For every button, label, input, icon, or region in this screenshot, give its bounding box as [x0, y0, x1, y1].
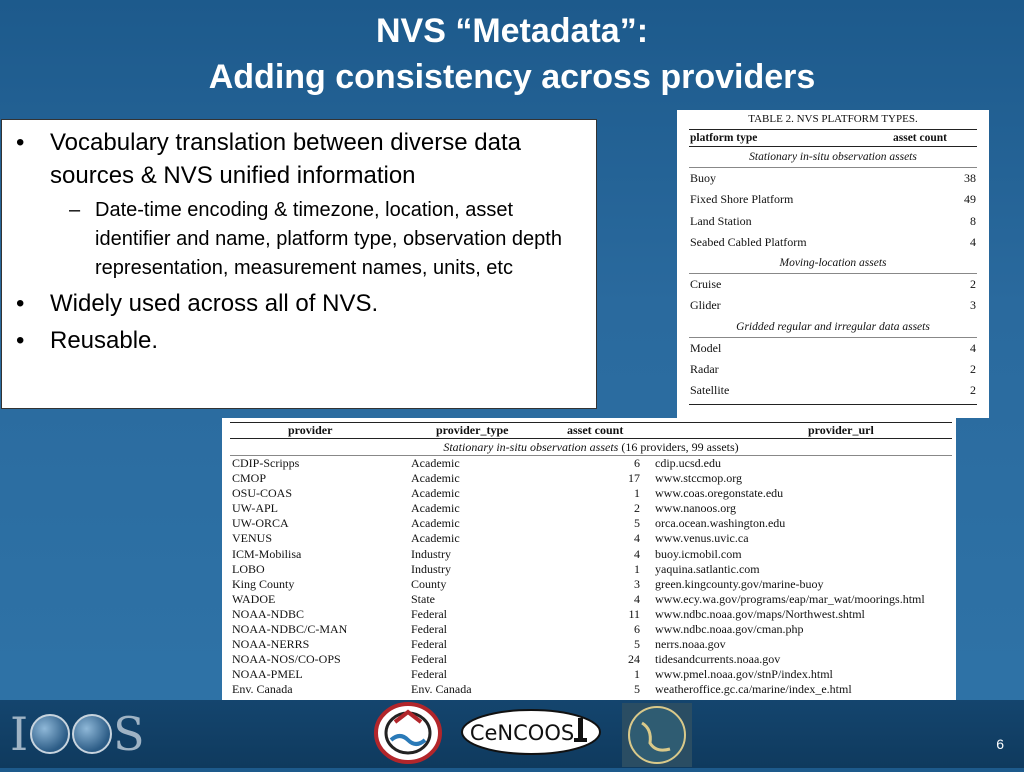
asset-count-cell: 4 [970, 340, 976, 355]
ioos-letter-i: I [10, 707, 30, 761]
sub-bullet-text: Date-time encoding & timezone, location, asset identifier and name, platform type, observation depth representation, measurement names, units, etc [95, 199, 562, 279]
table-row [689, 380, 977, 401]
provider-cell: CMOP [232, 471, 267, 486]
provider-type-cell: Academic [411, 501, 460, 516]
table-caption: TABLE 2. NVS PLATFORM TYPES. [748, 113, 918, 125]
table-row [230, 622, 952, 637]
table-row [230, 652, 952, 667]
slide-title [0, 8, 1024, 100]
platform-type-cell: Buoy [690, 171, 717, 185]
platform-type-cell: Model [690, 340, 722, 355]
table-group-heading [230, 439, 952, 456]
ioos-logo [10, 708, 146, 760]
provider-url-cell: green.kingcounty.gov/marine-buoy [655, 576, 824, 591]
provider-cell: UW-APL [232, 501, 278, 516]
group-note: (16 providers, 99 assets) [621, 440, 739, 454]
provider-url-cell: www.pmel.noaa.gov/stnP/index.html [655, 667, 833, 682]
provider-cell: WADOE [232, 591, 276, 606]
table-header [689, 129, 977, 147]
nanoos-logo [373, 702, 443, 764]
table-group-heading: Stationary in-situ observation assets [689, 147, 977, 168]
table-group-heading: Moving-location assets [689, 253, 977, 274]
platform-types-table [677, 110, 989, 418]
provider-type-cell: Academic [411, 471, 460, 486]
asset-count-cell: 4 [970, 234, 976, 249]
asset-count-cell: 1 [634, 667, 640, 682]
provider-type-cell: Federal [411, 652, 447, 667]
table-row [230, 501, 952, 516]
table-row [230, 516, 952, 531]
table-row [689, 168, 977, 189]
asset-count-cell: 6 [634, 622, 640, 637]
cencoos-label: CeNCOOS [469, 721, 575, 745]
provider-url-cell: nerrs.noaa.gov [655, 637, 726, 652]
asset-count-cell: 24 [628, 652, 640, 667]
bullet-text: Reusable. [50, 327, 159, 354]
platform-type-cell: Glider [690, 298, 721, 313]
provider-type-cell: County [411, 576, 447, 591]
providers-table [222, 418, 956, 700]
asset-count-cell: 8 [970, 213, 976, 228]
provider-url-cell: www.ndbc.noaa.gov/maps/Northwest.shtml [655, 606, 865, 621]
asset-count-cell: 4 [634, 591, 640, 606]
asset-count-cell: 3 [970, 298, 976, 313]
table-group-heading: Gridded regular and irregular data assets [689, 317, 977, 338]
asset-count-cell: 49 [964, 192, 976, 207]
provider-url-cell: buoy.icmobil.com [655, 546, 742, 561]
platform-type-cell: Seabed Cabled Platform [690, 234, 807, 249]
provider-cell: CDIP-Scripps [232, 456, 300, 470]
provider-cell: NOAA-NDBC/C-MAN [232, 622, 348, 637]
provider-type-cell: Federal [411, 637, 447, 652]
bullet-text: Widely used across all of NVS. [50, 290, 379, 317]
platform-type-cell: Radar [690, 362, 719, 377]
provider-url-cell: www.ndbc.noaa.gov/cman.php [655, 622, 804, 637]
provider-url-cell: www.venus.uvic.ca [655, 531, 749, 546]
asset-count-cell: 38 [964, 171, 976, 185]
table-row [230, 577, 952, 592]
provider-url-cell: cdip.ucsd.edu [655, 456, 721, 470]
header-platform-type: platform type [690, 132, 758, 144]
provider-url-cell: yaquina.satlantic.com [655, 561, 760, 576]
sccoos-logo [622, 703, 692, 767]
table-row [230, 471, 952, 486]
title-line-1: NVS “Metadata”: [375, 12, 649, 50]
bullet-dot: • [16, 129, 25, 156]
bullet-text: Vocabulary translation between diverse data sources & NVS unified information [50, 129, 521, 189]
header-provider-type: provider_type [436, 423, 509, 437]
provider-cell: ICM-Mobilisa [232, 546, 302, 561]
provider-cell: King County [232, 576, 295, 591]
sub-bullet-item [2, 196, 592, 283]
provider-cell: VENUS [232, 531, 273, 546]
asset-count-cell: 4 [634, 531, 640, 546]
table-row [230, 547, 952, 562]
sub-bullet-dash: – [69, 199, 81, 221]
provider-cell: NOAA-NERRS [232, 637, 310, 652]
provider-cell: LOBO [232, 561, 265, 576]
provider-type-cell: Federal [411, 622, 447, 637]
cencoos-logo [460, 708, 602, 756]
provider-cell: Env. Canada [232, 682, 293, 697]
asset-count-cell: 1 [634, 486, 640, 501]
table-row [230, 456, 952, 471]
table-row [689, 338, 977, 359]
table-row [230, 531, 952, 546]
provider-type-cell: Academic [411, 516, 460, 531]
table-row [689, 274, 977, 295]
asset-count-cell: 2 [970, 277, 976, 292]
provider-cell: NOAA-PMEL [232, 667, 303, 682]
bullet-item [2, 126, 592, 192]
asset-count-cell: 6 [634, 456, 640, 470]
bullet-box [1, 119, 597, 409]
table-row [230, 637, 952, 652]
provider-type-cell: Industry [411, 546, 451, 561]
provider-url-cell: www.nanoos.org [655, 501, 736, 516]
asset-count-cell: 5 [634, 637, 640, 652]
table-row [230, 562, 952, 577]
provider-url-cell: orca.ocean.washington.edu [655, 516, 786, 531]
asset-count-cell: 3 [634, 576, 640, 591]
group-label: Stationary in-situ observation assets [443, 440, 619, 454]
table-header [230, 422, 952, 439]
table-body [689, 147, 977, 402]
provider-type-cell: Federal [411, 606, 447, 621]
asset-count-cell: 17 [628, 471, 640, 486]
provider-url-cell: tidesandcurrents.noaa.gov [655, 652, 781, 667]
bullet-dot: • [16, 290, 25, 317]
table-row [689, 232, 977, 253]
table-end-rule [689, 404, 977, 405]
title-line-2: Adding consistency across providers [208, 58, 816, 96]
provider-cell: OSU-COAS [232, 486, 293, 501]
platform-type-cell: Cruise [690, 277, 722, 292]
table-row [689, 295, 977, 316]
provider-type-cell: Academic [411, 456, 460, 470]
asset-count-cell: 2 [634, 501, 640, 516]
header-provider-url: provider_url [808, 423, 874, 437]
provider-type-cell: Federal [411, 667, 447, 682]
provider-type-cell: State [411, 591, 435, 606]
provider-type-cell: Industry [411, 561, 451, 576]
asset-count-cell: 1 [634, 561, 640, 576]
platform-type-cell: Fixed Shore Platform [690, 192, 794, 207]
asset-count-cell: 11 [628, 606, 640, 621]
page-number: 6 [996, 736, 1004, 752]
table-row [230, 667, 952, 682]
provider-cell: NOAA-NOS/CO-OPS [232, 652, 341, 667]
asset-count-cell: 5 [634, 516, 640, 531]
ioos-letter-s: S [113, 707, 146, 761]
table-row [230, 607, 952, 622]
provider-type-cell: Academic [411, 486, 460, 501]
provider-url-cell: weatheroffice.gc.ca/marine/index_e.html [655, 682, 852, 697]
provider-url-cell: www.ecy.wa.gov/programs/eap/mar_wat/moorings.html [655, 591, 925, 606]
bullet-item [2, 287, 592, 320]
table-body [230, 456, 952, 698]
provider-url-cell: www.stccmop.org [655, 471, 742, 486]
table-row [230, 486, 952, 501]
provider-cell: NOAA-NDBC [232, 606, 304, 621]
asset-count-cell: 2 [970, 362, 976, 377]
asset-count-cell: 2 [970, 383, 976, 398]
provider-url-cell: www.coas.oregonstate.edu [655, 486, 784, 501]
table-row [689, 359, 977, 380]
bullet-dot: • [16, 327, 25, 354]
header-asset-count: asset count [893, 132, 947, 144]
table-row [230, 592, 952, 607]
provider-cell: UW-ORCA [232, 516, 289, 531]
globe-icon [30, 714, 70, 754]
provider-type-cell: Env. Canada [411, 682, 472, 697]
globe-icon [72, 714, 112, 754]
table-row [689, 189, 977, 210]
platform-type-cell: Land Station [690, 213, 752, 228]
asset-count-cell: 4 [634, 546, 640, 561]
asset-count-cell: 5 [634, 682, 640, 697]
bullet-list [2, 126, 592, 361]
platform-type-cell: Satellite [690, 383, 730, 398]
header-asset-count: asset count [567, 423, 624, 437]
header-provider: provider [288, 423, 333, 437]
table-row [230, 682, 952, 697]
table-row [689, 211, 977, 232]
provider-type-cell: Academic [411, 531, 460, 546]
bullet-item [2, 324, 592, 357]
